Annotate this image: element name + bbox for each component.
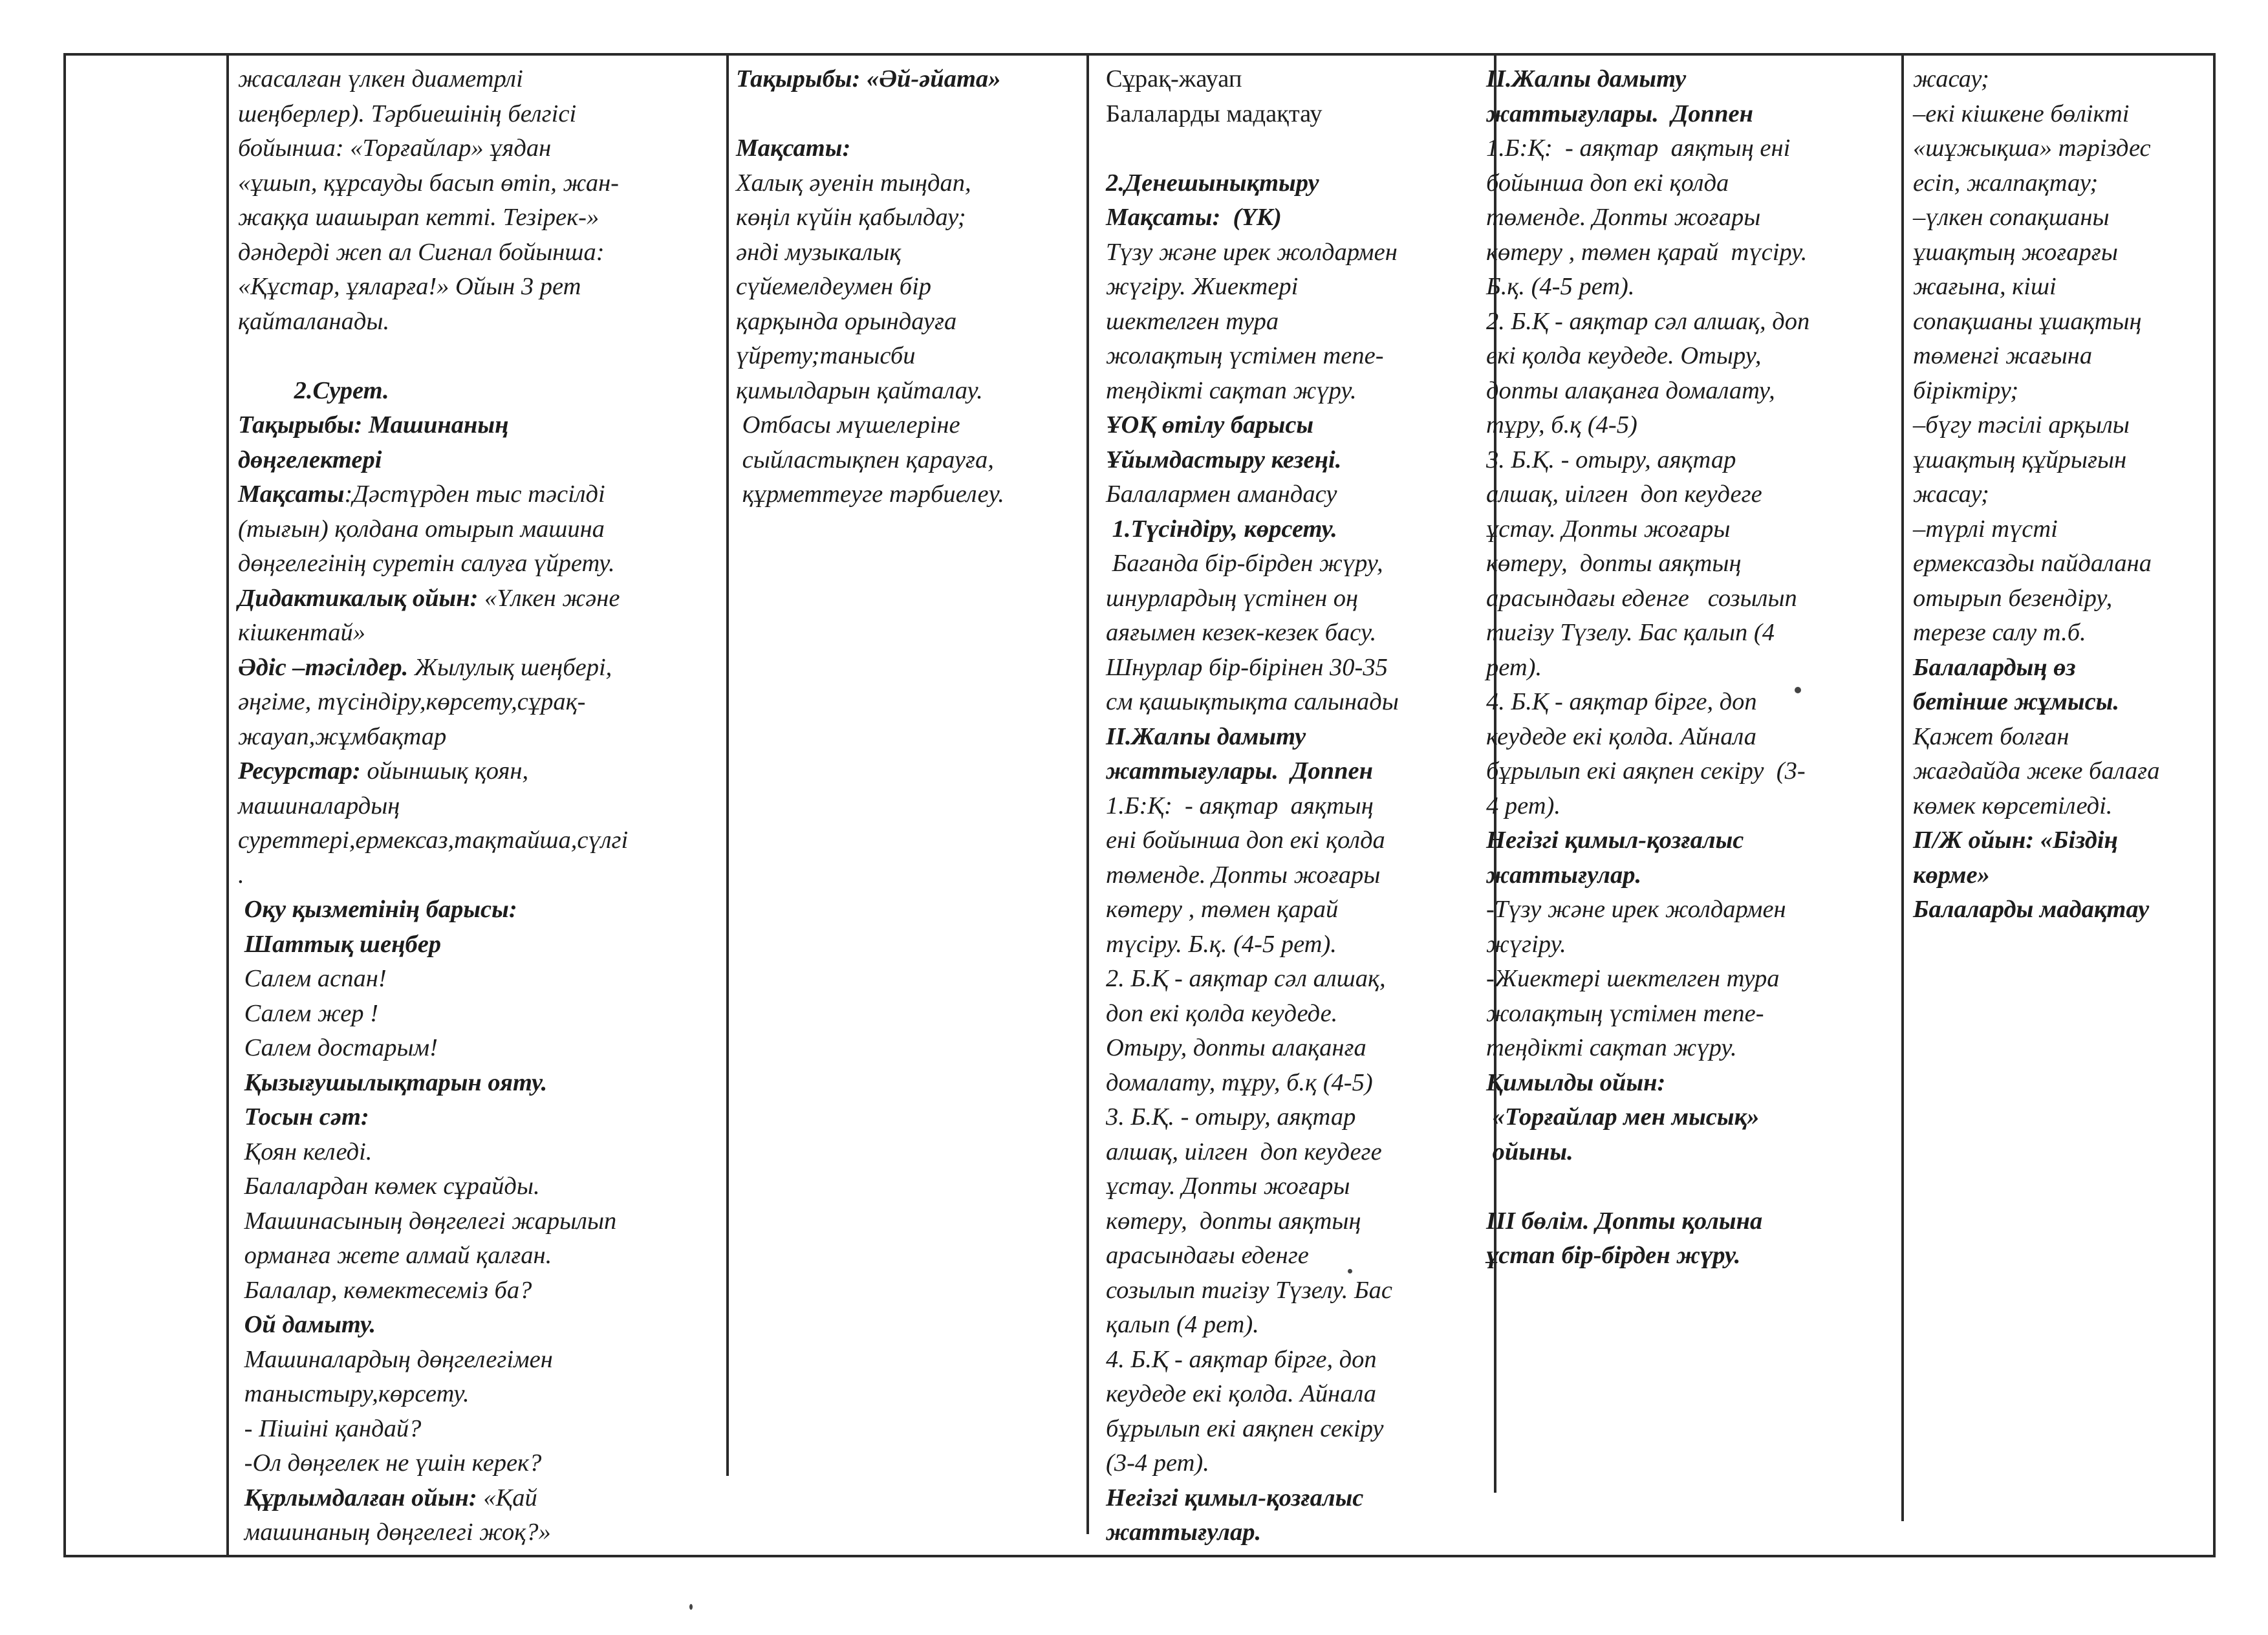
text-line: Қызығушылықтарын ояту. — [238, 1068, 548, 1096]
text-line: жасау; — [1913, 65, 1989, 92]
table-cell-general-exercises — [1486, 62, 1900, 1273]
text-line: кеудеде екі қолда. Айнала — [1106, 1380, 1376, 1407]
text-line: -Түзу және ирек жолдармен — [1486, 896, 1786, 923]
text-line — [1106, 131, 1494, 166]
text-line: көңіл күйін қабылдау; — [736, 204, 966, 231]
text-line: Отыру, допты алақанға — [1106, 1034, 1366, 1061]
scan-speck — [689, 1604, 693, 1610]
text-line: - Пішіні қандай? — [238, 1414, 422, 1442]
text-line: құрметтеуге тәрбиелеу. — [736, 481, 1004, 508]
text-line: жүгіру. — [1486, 930, 1566, 958]
column-divider — [1901, 53, 1904, 1521]
text-line: бұрылып екі аяқпен секіру — [1106, 1414, 1384, 1442]
text-line: ҰОҚ өтілу барысы — [1106, 411, 1314, 439]
text-line: жолақтың үстімен тепе- — [1486, 999, 1764, 1027]
text-line: 1.Б:Қ: - аяқтар аяқтың — [1106, 792, 1374, 819]
text-line: аяғымен кезек-кезек басу. — [1106, 619, 1377, 646]
text-line: шектелген тура — [1106, 307, 1279, 335]
text-line: Сұрақ-жауап — [1106, 65, 1242, 92]
text-line: -Жиектері шектелген тура — [1486, 965, 1780, 992]
text-line: арасындағы еденге — [1106, 1242, 1309, 1269]
text-line: жаққа шашырап кетті. Тезірек-» — [238, 204, 599, 231]
text-line: Оқу қызметінің барысы: — [238, 896, 517, 923]
table-cell-lesson-drawing — [238, 62, 724, 1550]
text-line: ұстап бір-бірден жүру. — [1486, 1242, 1741, 1269]
text-line: төменгі жағына — [1913, 342, 2093, 369]
text-line: ұшақтың құйрығын — [1913, 446, 2127, 473]
text-line: «шұжықша» тәріздес — [1913, 135, 2151, 162]
text-line: Балаларды мадақтау — [1913, 896, 2150, 923]
table-cell-physical-education — [1106, 62, 1494, 1550]
text-line: дәндерді жеп ал Сигнал бойынша: — [238, 238, 605, 266]
text-line: түсіру. Б.қ. (4-5 рет). — [1106, 930, 1337, 958]
text-line — [238, 339, 724, 374]
text-line: көрме» — [1913, 861, 1990, 889]
text-line: Машиналардың дөңгелегімен — [238, 1345, 553, 1373]
text-line: рет). — [1486, 653, 1542, 681]
text-line: Мақсаты:Дәстүрден тыс тәсілді — [238, 481, 605, 508]
text-line: 3. Б.Қ. - отыру, аяқтар — [1106, 1103, 1356, 1131]
text-line: бойынша: «Торғайлар» ұядан — [238, 135, 552, 162]
text-line: Шнурлар бір-бірінен 30-35 — [1106, 653, 1388, 681]
text-line: ені бойынша доп екі қолда — [1106, 827, 1385, 854]
text-line: Түзу және ирек жолдармен — [1106, 238, 1398, 266]
table-cell-music — [736, 62, 1085, 512]
text-line: Салем аспан! — [238, 965, 387, 992]
text-line: жасау; — [1913, 481, 1989, 508]
text-line: жолақтың үстімен тепе- — [1106, 342, 1384, 369]
text-line: шнурлардың үстінен оң — [1106, 584, 1359, 612]
text-line: П/Ж ойын: «Біздің — [1913, 827, 2118, 854]
text-line: Мақсаты: (ҮК) — [1106, 204, 1282, 231]
text-line: бойынша доп екі қолда — [1486, 169, 1729, 197]
text-line: отырып безендіру, — [1913, 584, 2113, 612]
text-line: 4. Б.Қ - аяқтар бірге, доп — [1486, 688, 1757, 715]
text-line: Халық әуенін тыңдап, — [736, 169, 971, 197]
text-line: Шаттық шеңбер — [238, 930, 442, 958]
text-line: домалату, тұру, б.қ (4-5) — [1106, 1068, 1373, 1096]
text-line: Әдіс –тәсілдер. Жылулық шеңбері, — [238, 653, 612, 681]
text-line: төменде. Допты жоғары — [1106, 861, 1381, 889]
text-line: 4 рет). — [1486, 792, 1561, 819]
text-line: көмек көрсетіледі. — [1913, 792, 2113, 819]
text-line: суреттері,ермексаз,тақтайша,сүлгі — [238, 827, 629, 854]
text-line — [1486, 1169, 1900, 1204]
text-line: екі қолда кеудеде. Отыру, — [1486, 342, 1762, 369]
text-line: орманға жете алмай қалған. — [238, 1242, 552, 1269]
text-line: дөңгелектері — [238, 446, 382, 473]
text-line: доп екі қолда кеудеде. — [1106, 999, 1338, 1027]
text-line: алшақ, иілген доп кеудеге — [1486, 481, 1762, 508]
text-line: «Құстар, ұяларға!» Ойын 3 рет — [238, 273, 581, 300]
text-line: көтеру , төмен қарай түсіру. — [1486, 238, 1808, 266]
text-line: Негізгі қимыл-қозғалыс — [1486, 827, 1744, 854]
text-line: әңгіме, түсіндіру,көрсету,сұрақ- — [238, 688, 586, 715]
text-line: Салем достарым! — [238, 1034, 438, 1061]
text-line: Отбасы мүшелеріне — [736, 411, 960, 439]
text-line: дөңгелегінің суретін салуға үйрету. — [238, 550, 615, 577]
text-line: 4. Б.Қ - аяқтар бірге, доп — [1106, 1345, 1377, 1373]
text-line: бетінше жұмысы. — [1913, 688, 2120, 715]
text-line: жаттығулары. Доппен — [1106, 757, 1373, 785]
text-line: қайталанады. — [238, 307, 390, 335]
text-line: көтеру, допты аяқтың — [1486, 550, 1742, 577]
text-line: 2.Сурет. — [238, 376, 389, 404]
text-line: (3-4 рет). — [1106, 1449, 1209, 1477]
text-line: бұрылып екі аяқпен секіру (3- — [1486, 757, 1806, 785]
text-line: 2. Б.Қ - аяқтар сәл алшақ, — [1106, 965, 1386, 992]
text-line: Қимылды ойын: — [1486, 1068, 1666, 1096]
text-line: шеңберлер). Тәрбиешінің белгісі — [238, 100, 577, 127]
column-divider — [226, 53, 229, 1557]
text-line: әнді музыкалық — [736, 238, 902, 266]
text-line: кеудеде екі қолда. Айнала — [1486, 722, 1756, 750]
text-line: Балалар, көмектесеміз ба? — [238, 1276, 532, 1304]
text-line: сүйемелдеумен бір — [736, 273, 932, 300]
text-line: –түрлі түсті — [1913, 515, 2058, 543]
text-line: кішкентай» — [238, 619, 366, 646]
text-line: ұстау. Допты жоғары — [1486, 515, 1731, 543]
text-line: жаттығулары. Доппен — [1486, 100, 1753, 127]
text-line: Б.қ. (4-5 рет). — [1486, 273, 1635, 300]
text-line: біріктіру; — [1913, 376, 2019, 404]
text-line: тигізу Түзелу. Бас қалып (4 — [1486, 619, 1775, 646]
text-line: машинаның дөңгелегі жоқ?» — [238, 1519, 551, 1546]
text-line: Ұйымдастыру кезеңі. — [1106, 446, 1342, 473]
text-line: теңдікті сақтап жүру. — [1486, 1034, 1737, 1061]
text-line: «Торғайлар мен мысық» — [1486, 1103, 1760, 1131]
text-line: Балаларды мадақтау — [1106, 100, 1323, 127]
text-line: 2. Б.Қ - аяқтар сәл алшақ, доп — [1486, 307, 1810, 335]
text-line: қарқында орындауға — [736, 307, 957, 335]
text-line: Тақырыбы: Машинаның — [238, 411, 509, 439]
text-line: 1.Б:Қ: - аяқтар аяқтың ені — [1486, 135, 1791, 162]
text-line: тұру, б.қ (4-5) — [1486, 411, 1637, 439]
text-line: Қажет болған — [1913, 722, 2069, 750]
text-line: жауап,жұмбақтар — [238, 722, 447, 750]
text-line: Тақырыбы: «Әй-әйата» — [736, 65, 1001, 92]
text-line: Тосын сәт: — [238, 1103, 369, 1131]
text-line: 3. Б.Қ. - отыру, аяқтар — [1486, 446, 1736, 473]
text-line: Баганда бір-бірден жүру, — [1106, 550, 1383, 577]
text-line: 2.Денешынықтыру — [1106, 169, 1319, 197]
text-line: сыйластықпен қарауға, — [736, 446, 994, 473]
text-line: ұшақтың жоғарғы — [1913, 238, 2118, 266]
column-divider — [1086, 53, 1089, 1534]
text-line: –бүгу тәсілі арқылы — [1913, 411, 2130, 439]
text-line: созылып тигізу Түзелу. Бас — [1106, 1276, 1392, 1304]
text-line: арасындағы еденге созылып — [1486, 584, 1797, 612]
text-line: 1.Түсіндіру, көрсету. — [1106, 515, 1337, 543]
scan-speck — [1795, 687, 1801, 693]
text-line: ІІ.Жалпы дамыту — [1486, 65, 1687, 92]
text-line: ойыны. — [1486, 1138, 1573, 1165]
text-line: жағына, кіші — [1913, 273, 2057, 300]
text-line: Машинасының дөңгелегі жарылып — [238, 1207, 617, 1235]
text-line: Салем жер ! — [238, 999, 378, 1027]
text-line: ІІ.Жалпы дамыту — [1106, 722, 1306, 750]
text-line: теңдікті сақтап жүру. — [1106, 376, 1357, 404]
text-line: жағдайда жеке балаға — [1913, 757, 2160, 785]
text-line: Ой дамыту. — [238, 1311, 376, 1338]
text-line: допты алақанға домалату, — [1486, 376, 1775, 404]
text-line: Қоян келеді. — [238, 1138, 373, 1165]
text-line: Ресурстар: ойыншық қоян, — [238, 757, 529, 785]
text-line: терезе салу т.б. — [1913, 619, 2086, 646]
text-line: көтеру, допты аяқтың — [1106, 1207, 1361, 1235]
text-line: (тығын) қолдана отырып машина — [238, 515, 605, 543]
table-cell-modelling — [1913, 62, 2210, 927]
text-line: Балалардың өз — [1913, 653, 2076, 681]
text-line: Балалардан көмек сұрайды. — [238, 1173, 540, 1200]
text-line: ІІІ бөлім. Допты қолына — [1486, 1207, 1763, 1235]
text-line: Балалармен амандасу — [1106, 481, 1337, 508]
text-line: машиналардың — [238, 792, 400, 819]
text-line: жасалған үлкен диаметрлі — [238, 65, 523, 92]
text-line: . — [238, 861, 244, 889]
text-line: алшақ, иілген доп кеудеге — [1106, 1138, 1382, 1165]
text-line: жүгіру. Жиектері — [1106, 273, 1299, 300]
text-line: Негізгі қимыл-қозғалыс — [1106, 1484, 1364, 1511]
text-line: «ұшып, құрсауды басып өтіп, жан- — [238, 169, 620, 197]
text-line: қалып (4 рет). — [1106, 1311, 1259, 1338]
text-line: ұстау. Допты жоғары — [1106, 1173, 1350, 1200]
text-line: Дидактикалық ойын: «Үлкен және — [238, 584, 620, 612]
text-line: сопақшаны ұшақтың — [1913, 307, 2142, 335]
text-line: Құрлымдалған ойын: «Қай — [238, 1484, 537, 1511]
text-line: есіп, жалпақтау; — [1913, 169, 2099, 197]
text-line: см қашықтықта салынады — [1106, 688, 1399, 715]
column-divider — [726, 53, 729, 1476]
text-line: -Ол дөңгелек не үшін керек? — [238, 1449, 542, 1477]
text-line: –екі кішкене бөлікті — [1913, 100, 2130, 127]
text-line: қимылдарын қайталау. — [736, 376, 983, 404]
text-line: үйрету;танысби — [736, 342, 916, 369]
text-line: ермексазды пайдалана — [1913, 550, 2152, 577]
text-line — [736, 97, 1085, 132]
text-line: жаттығулар. — [1486, 861, 1642, 889]
text-line: таныстыру,көрсету. — [238, 1380, 470, 1407]
text-line: –үлкен сопақшаны — [1913, 204, 2110, 231]
text-line: Мақсаты: — [736, 135, 851, 162]
text-line: жаттығулар. — [1106, 1519, 1262, 1546]
scan-speck — [1348, 1269, 1352, 1273]
text-line: көтеру , төмен қарай — [1106, 896, 1339, 923]
text-line: төменде. Допты жоғары — [1486, 204, 1761, 231]
